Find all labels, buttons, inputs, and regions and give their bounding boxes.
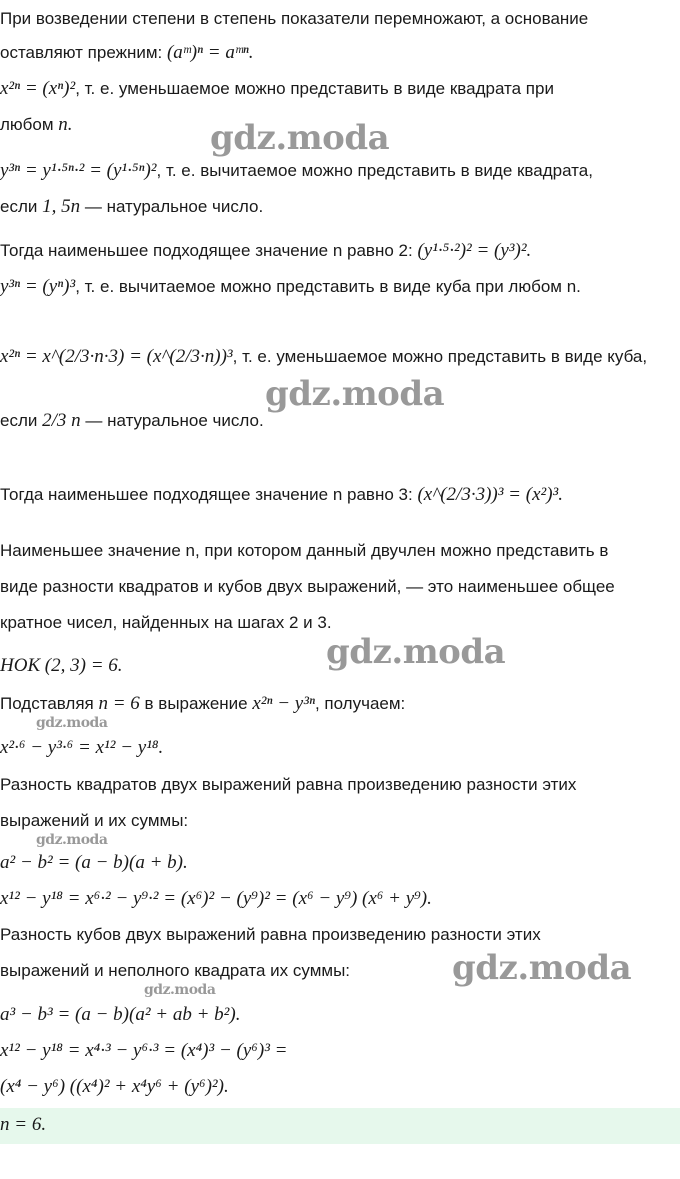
- text-line: [0, 78, 554, 100]
- text-span: — натуральное число.: [84, 197, 264, 216]
- watermark-logo: gdz.moda: [36, 715, 108, 731]
- math-expression: n.: [58, 114, 73, 135]
- text-line: Разность квадратов двух выражений равна произведению разности этих: [0, 775, 577, 794]
- text-line: [0, 737, 163, 759]
- text-span: Подставляя: [0, 694, 94, 713]
- math-expression: n = 6: [98, 693, 140, 714]
- text-line: [0, 240, 531, 262]
- text-line: [0, 114, 73, 136]
- watermark-logo: gdz.moda: [265, 374, 445, 414]
- text-line: [0, 693, 405, 715]
- text-line: [0, 1076, 229, 1098]
- text-line: Наименьшее значение n, при котором данный двучлен можно представить в: [0, 541, 609, 560]
- math-expression: (aᵐ)ⁿ = aᵐⁿ.: [166, 42, 254, 63]
- text-span: — натуральное число.: [85, 411, 264, 430]
- math-expression: 1, 5n: [42, 196, 81, 217]
- text-span: если: [0, 411, 38, 430]
- math-expression: (x^(2/3·3))³ = (x²)³.: [417, 484, 563, 505]
- text-span: , т. е. уменьшаемое можно представить в виде квадрата при: [75, 79, 554, 98]
- math-expression: (x⁴ − y⁶) ((x⁴)² + x⁴y⁶ + (y⁶)²).: [0, 1076, 229, 1097]
- text-line: выражений и их суммы:: [0, 811, 189, 830]
- math-expression: x²ⁿ = x^(2/3·n·3) = (x^(2/3·n))³: [0, 346, 233, 367]
- answer-block: [0, 1108, 680, 1144]
- text-line: кратное чисел, найденных на шагах 2 и 3.: [0, 613, 332, 632]
- text-span: , т. е. вычитаемое можно представить в виде квадрата,: [156, 161, 593, 180]
- watermark-logo: gdz.moda: [452, 948, 632, 988]
- math-expression: x²ⁿ = (xⁿ)²: [0, 78, 76, 99]
- watermark-logo: gdz.moda: [144, 982, 216, 998]
- text-line: [0, 410, 264, 432]
- text-line: [0, 1004, 240, 1026]
- math-expression: x¹² − y¹⁸ = x⁴·³ − y⁶·³ = (x⁴)³ − (y⁶)³ =: [0, 1040, 288, 1061]
- text-line: [0, 655, 123, 677]
- watermark-logo: gdz.moda: [210, 118, 390, 158]
- math-expression: a² − b² = (a − b)(a + b).: [0, 852, 188, 873]
- text-line: [0, 160, 593, 182]
- text-span: оставляют прежним:: [0, 43, 163, 62]
- text-span: , т. е. уменьшаемое можно представить в виде куба,: [232, 347, 648, 366]
- text-span: Тогда наименьшее подходящее значение n равно 3:: [0, 485, 413, 504]
- text-line: [0, 888, 432, 910]
- text-line: [0, 276, 581, 298]
- text-span: в выражение: [144, 694, 248, 713]
- text-line: виде разности квадратов и кубов двух выражений, — это наименьшее общее: [0, 577, 615, 596]
- math-expression: (y¹·⁵·²)² = (y³)².: [417, 240, 532, 261]
- watermark-logo: gdz.moda: [36, 832, 108, 848]
- math-expression: НОК (2, 3) = 6.: [0, 655, 123, 676]
- text-span: , получаем:: [314, 694, 406, 713]
- text-span: если: [0, 197, 38, 216]
- text-line: Разность кубов двух выражений равна произведению разности этих: [0, 925, 541, 944]
- math-expression: x¹² − y¹⁸ = x⁶·² − y⁹·² = (x⁶)² − (y⁹)² = (x⁶ − y⁹) (x⁶ + y⁹).: [0, 888, 432, 909]
- text-line: выражений и неполного квадрата их суммы:: [0, 961, 351, 980]
- text-span: Тогда наименьшее подходящее значение n равно 2:: [0, 241, 413, 260]
- math-expression: x²ⁿ − y³ⁿ: [252, 693, 315, 714]
- text-line: [0, 346, 647, 368]
- text-line: [0, 42, 254, 64]
- math-expression: a³ − b³ = (a − b)(a² + ab + b²).: [0, 1004, 241, 1025]
- text-span: любом: [0, 115, 54, 134]
- text-line: [0, 852, 188, 874]
- text-line: При возведении степени в степень показатели перемножают, а основание: [0, 9, 589, 28]
- text-line: [0, 1040, 288, 1062]
- text-line: [0, 196, 263, 218]
- math-expression: y³ⁿ = y¹·⁵ⁿ·² = (y¹·⁵ⁿ)²: [0, 160, 157, 181]
- math-expression: x²·⁶ − y³·⁶ = x¹² − y¹⁸.: [0, 737, 164, 758]
- watermark-logo: gdz.moda: [326, 632, 506, 672]
- math-expression: 2/3 n: [42, 410, 81, 431]
- text-span: , т. е. вычитаемое можно представить в виде куба при любом n.: [75, 277, 581, 296]
- math-expression: y³ⁿ = (yⁿ)³: [0, 276, 76, 297]
- text-line: [0, 484, 563, 506]
- answer-expression: n = 6.: [0, 1114, 47, 1135]
